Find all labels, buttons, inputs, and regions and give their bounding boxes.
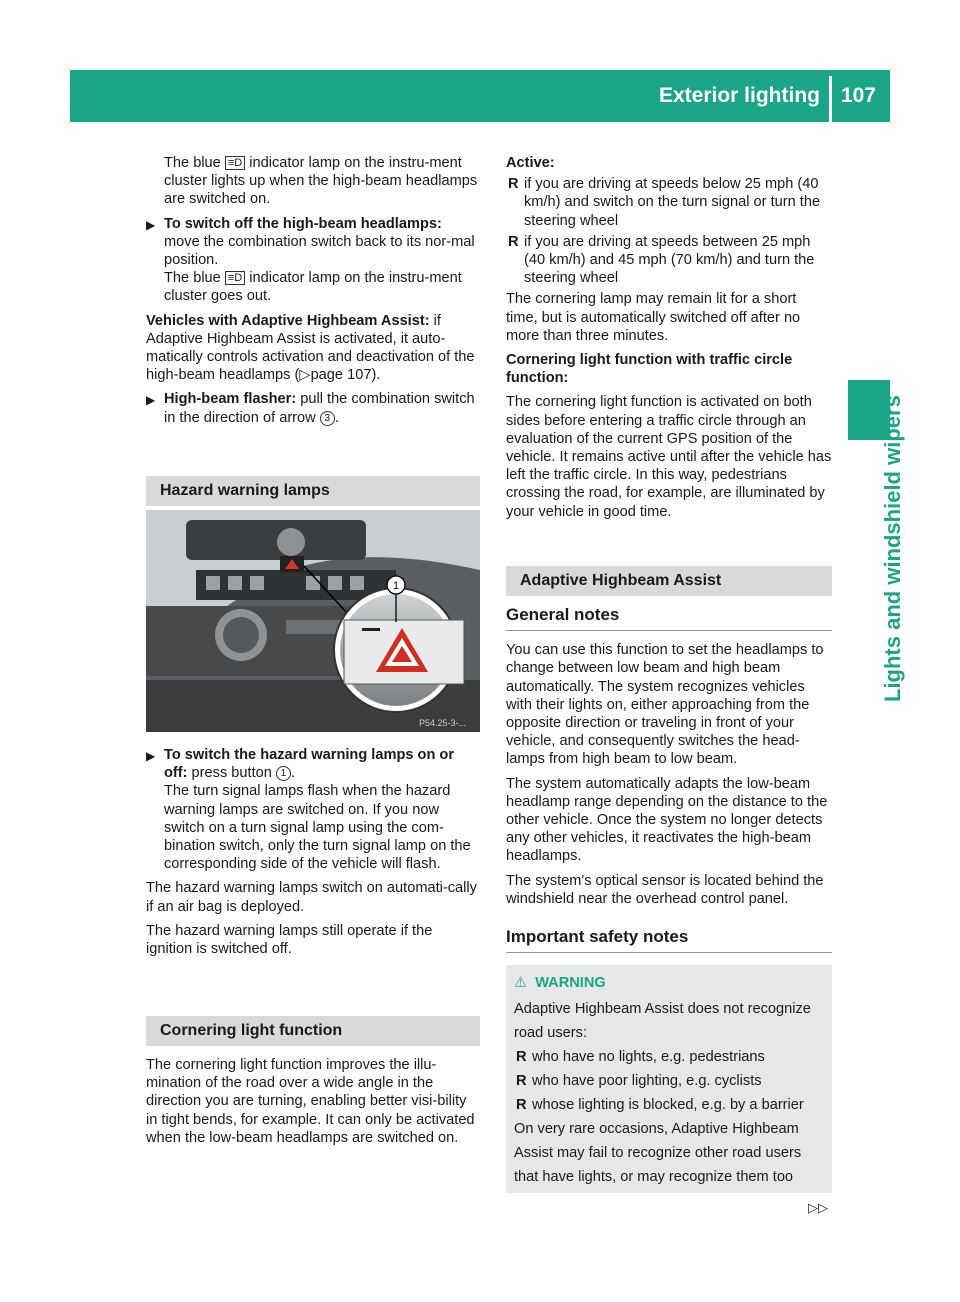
callout-number: 1 [276,766,291,781]
photo-code: P54.25-3-... [418,718,466,728]
continued-arrow-icon: ▷▷ [808,1200,828,1215]
paragraph: The cornering light function improves the illu-mination of the road over a wide angle in the direction you are turning, enabling better visi-bility in tight bends, for example. It can only be activated when the low-beam headlamps are switched on. [146,1057,475,1146]
instruction-step: ▶ To switch off the high-beam headlamps: move the combination switch back to its nor-mal position. The blue ≡D indicator lamp on the instru-ment cluster goes out. [146,215,475,305]
left-column-middle [146,744,480,964]
warning-box [506,965,832,1193]
callout-label: 1 [392,580,400,592]
section-heading: Hazard warning lamps [146,476,480,506]
page-reference-link[interactable]: page 107 [310,367,372,384]
bullet-icon: R [516,1049,527,1066]
page-number: 107 [840,84,876,107]
header-separator [829,76,832,122]
label-active: Active: [506,155,555,171]
step-arrow-icon: ▶ [146,749,156,763]
paragraph: The cornering lamp may remain lit for a short time, but is automatically switched off after no more than three minutes. [506,291,801,344]
paragraph: Adaptive Highbeam Assist does not recognize road users: [514,1001,811,1042]
header-title: Exterior lighting [658,84,820,107]
section-heading: Cornering light function [146,1016,480,1046]
subheading: Cornering light function with traffic circle function: [506,352,793,387]
high-beam-icon: ≡D [225,156,245,170]
page-header [70,70,890,122]
list-item: R who have no lights, e.g. pedestrians [514,1045,824,1069]
section-hazard [146,476,480,506]
instruction-step: ▶ High-beam flasher: pull the combination switch in the direction of arrow 3 . [146,391,475,426]
paragraph: Vehicles with Adaptive Highbeam Assist: if Adaptive Highbeam Assist is activated, it auto-matically controls activation and deactivation of the high-beam headlamps (▷page 107). [146,312,475,384]
left-column-top [146,154,480,427]
list-item: R whose lighting is blocked, e.g. by a barrier [514,1093,824,1117]
warning-icon: ⚠ [514,975,528,992]
page-ref-icon: ▷ [299,367,311,384]
paragraph: The cornering light function is activated on both sides before entering a traffic circle through an evaluation of the current GPS position of the vehicle. It remains active until after the vehicle has left the traffic circle. In this way, pedestrians crossing the road, for example, are illuminated by your vehicle in good time. [506,394,832,520]
paragraph: The hazard warning lamps switch on automati-cally if an air bag is deployed. [146,880,477,915]
instruction-step: ▶ To switch the hazard warning lamps on or off: press button 1 . The turn signal lamps flash when the hazard warning lamps are switched on. If you now switch on a turn signal lamp using the com-bination switch, only the turn signal lamp on the corresponding side of the vehicle will flash. [146,747,471,873]
right-column-top [506,154,832,521]
paragraph: The blue ≡D indicator lamp on the instru-ment cluster lights up when the high-beam headlamps are switched on. [164,155,478,208]
paragraph: The hazard warning lamps still operate if the ignition is switched off. [146,922,433,958]
bullet-icon: R [508,233,519,250]
high-beam-icon: ≡D [225,271,245,285]
paragraph: The system automatically adapts the low-beam headlamp range depending on the distance to the other vehicle. Once the system no longer detects any other vehicles, it reactivates the high-beam headlamps. [506,775,828,865]
step-arrow-icon: ▶ [146,217,156,232]
callout-number: 3 [320,411,335,426]
bullet-icon: R [508,176,519,193]
list-item: R if you are driving at speeds between 25 mph (40 km/h) and 45 mph (70 km/h) and turn the steering wheel [508,233,815,287]
list-item: R who have poor lighting, e.g. cyclists [514,1069,824,1093]
paragraph: You can use this function to set the headlamps to change between low beam and high beam automatically. The system recognizes vehicles with their lights on, either approaching from the opposite direction or traveling in front of your vehicle, and consequently switches the head-lamps from high beam to low beam. [506,642,824,768]
bullet-icon: R [516,1097,527,1114]
paragraph: On very rare occasions, Adaptive Highbeam Assist may fail to recognize other road users that have lights, or may recognize them too [514,1121,802,1186]
section-heading: Adaptive Highbeam Assist [506,566,832,596]
paragraph: The system's optical sensor is located behind the windshield near the overhead control panel. [506,872,824,907]
dashboard-illustration [146,510,480,732]
warning-title: WARNING [535,975,606,992]
section-safety [506,928,832,1193]
section-aha [506,566,832,908]
section-tab-label: Lights and windshield wipers [880,395,905,702]
step-arrow-icon: ▶ [146,393,156,408]
subsection-heading: General notes [506,606,832,631]
bullet-icon: R [516,1073,527,1090]
subsection-heading: Important safety notes [506,928,832,953]
hazard-button-photo [146,510,480,732]
list-item: R if you are driving at speeds below 25 mph (40 km/h) and switch on the turn signal or turn the steering wheel [508,176,821,229]
section-cornering [146,1016,480,1147]
